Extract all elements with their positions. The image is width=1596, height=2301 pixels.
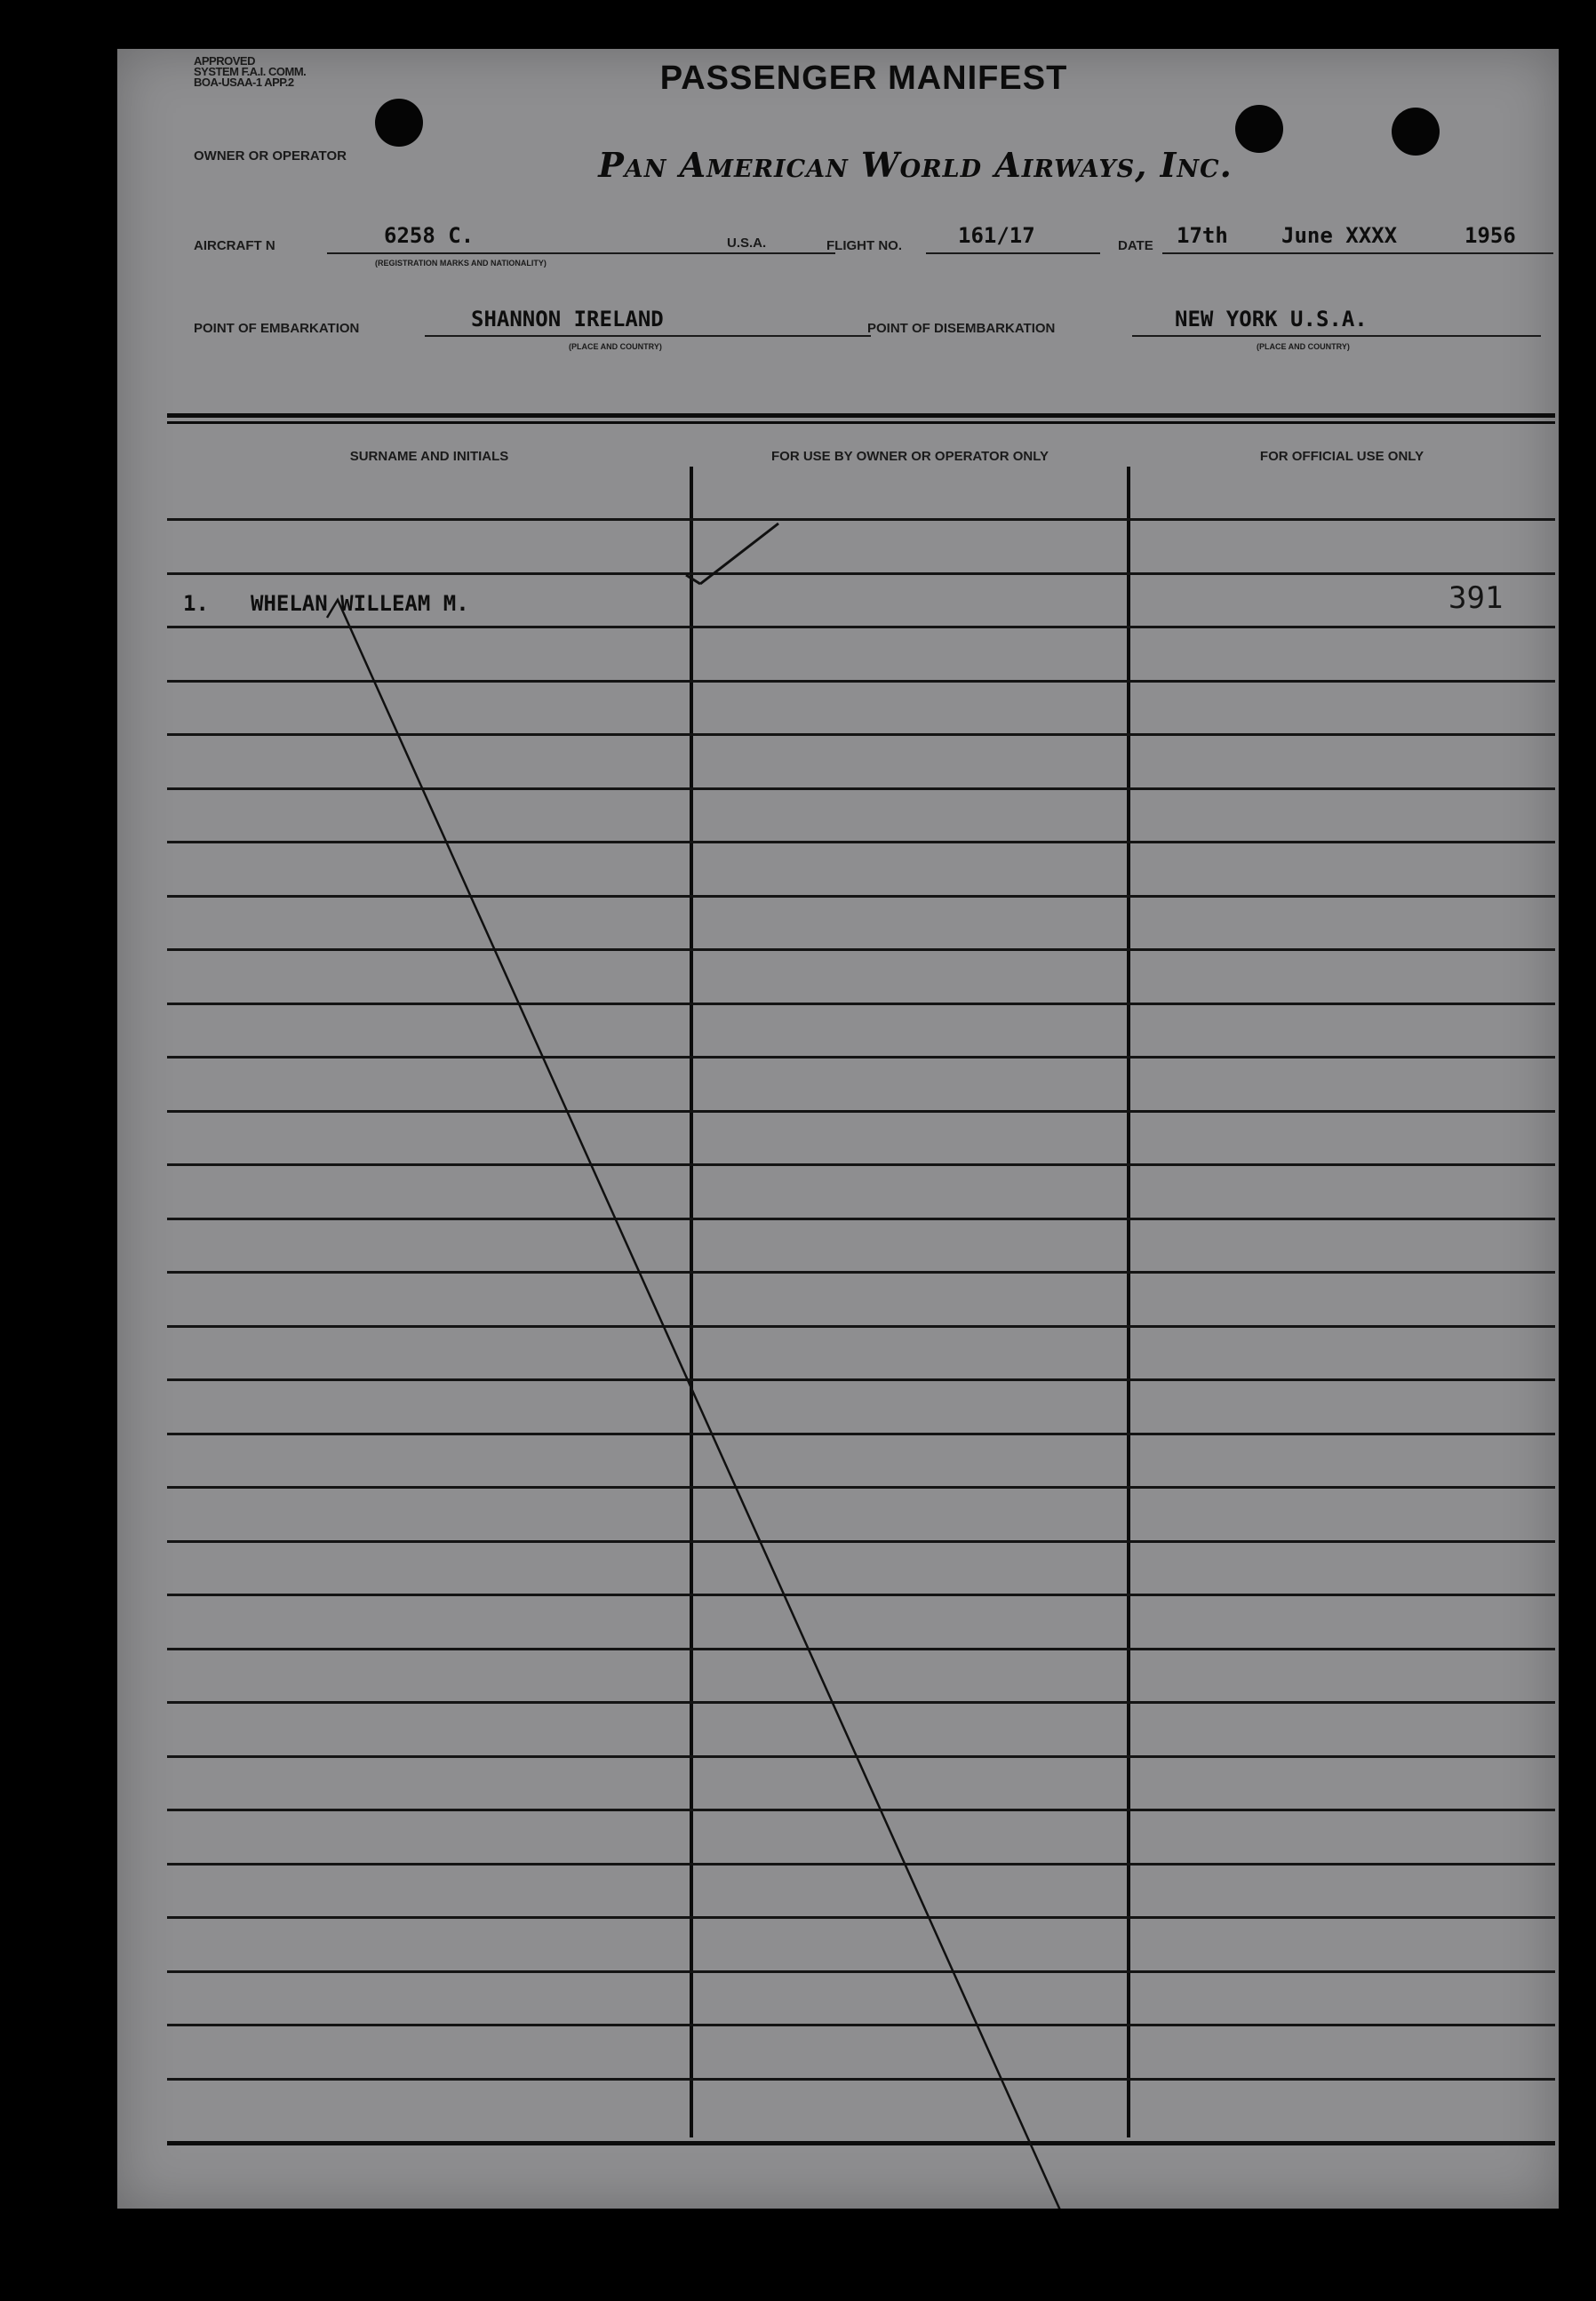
usa-label: U.S.A.	[727, 236, 767, 251]
disembarkation-label: POINT OF DISEMBARKATION	[867, 321, 1056, 336]
disembarkation-caption: (PLACE AND COUNTRY)	[1257, 342, 1350, 351]
date-day: 17th	[1177, 223, 1228, 248]
approval-line: APPROVED	[194, 54, 255, 68]
manifest-page	[117, 49, 1559, 2209]
flight-value: 161/17	[958, 223, 1035, 248]
pen-marks	[117, 49, 1559, 2209]
disembarkation-value: NEW YORK U.S.A.	[1175, 307, 1368, 332]
column-header-official: FOR OFFICIAL USE ONLY	[1259, 449, 1424, 464]
diagonal-cancel-line	[327, 600, 1061, 2209]
company-name: Pan American World Airways, Inc.	[598, 145, 1233, 185]
date-month: June XXXX	[1281, 223, 1398, 248]
approval-line: SYSTEM F.A.I. COMM.	[194, 65, 307, 78]
embarkation-label: POINT OF EMBARKATION	[194, 321, 360, 336]
date-year: 1956	[1464, 223, 1516, 248]
column-header-operator: FOR USE BY OWNER OR OPERATOR ONLY	[771, 449, 1049, 464]
entry-number: 1.	[183, 591, 209, 616]
approval-line: BOA-USAA-1 APP.2	[194, 76, 294, 89]
aircraft-label: AIRCRAFT N	[194, 238, 275, 253]
aircraft-value: 6258 C.	[384, 223, 475, 248]
date-label: DATE	[1118, 238, 1153, 253]
passenger-name: WHELAN WILLEAM M.	[251, 591, 469, 616]
embarkation-caption: (PLACE AND COUNTRY)	[569, 342, 662, 351]
flight-label: FLIGHT NO.	[826, 238, 902, 253]
owner-label: OWNER OR OPERATOR	[194, 148, 347, 164]
check-mark	[686, 523, 778, 584]
aircraft-caption: (REGISTRATION MARKS AND NATIONALITY)	[375, 259, 547, 268]
page-title: PASSENGER MANIFEST	[659, 60, 1068, 97]
column-header-surname: SURNAME AND INITIALS	[349, 449, 509, 464]
official-number: 391	[1448, 580, 1504, 616]
embarkation-value: SHANNON IRELAND	[471, 307, 664, 332]
